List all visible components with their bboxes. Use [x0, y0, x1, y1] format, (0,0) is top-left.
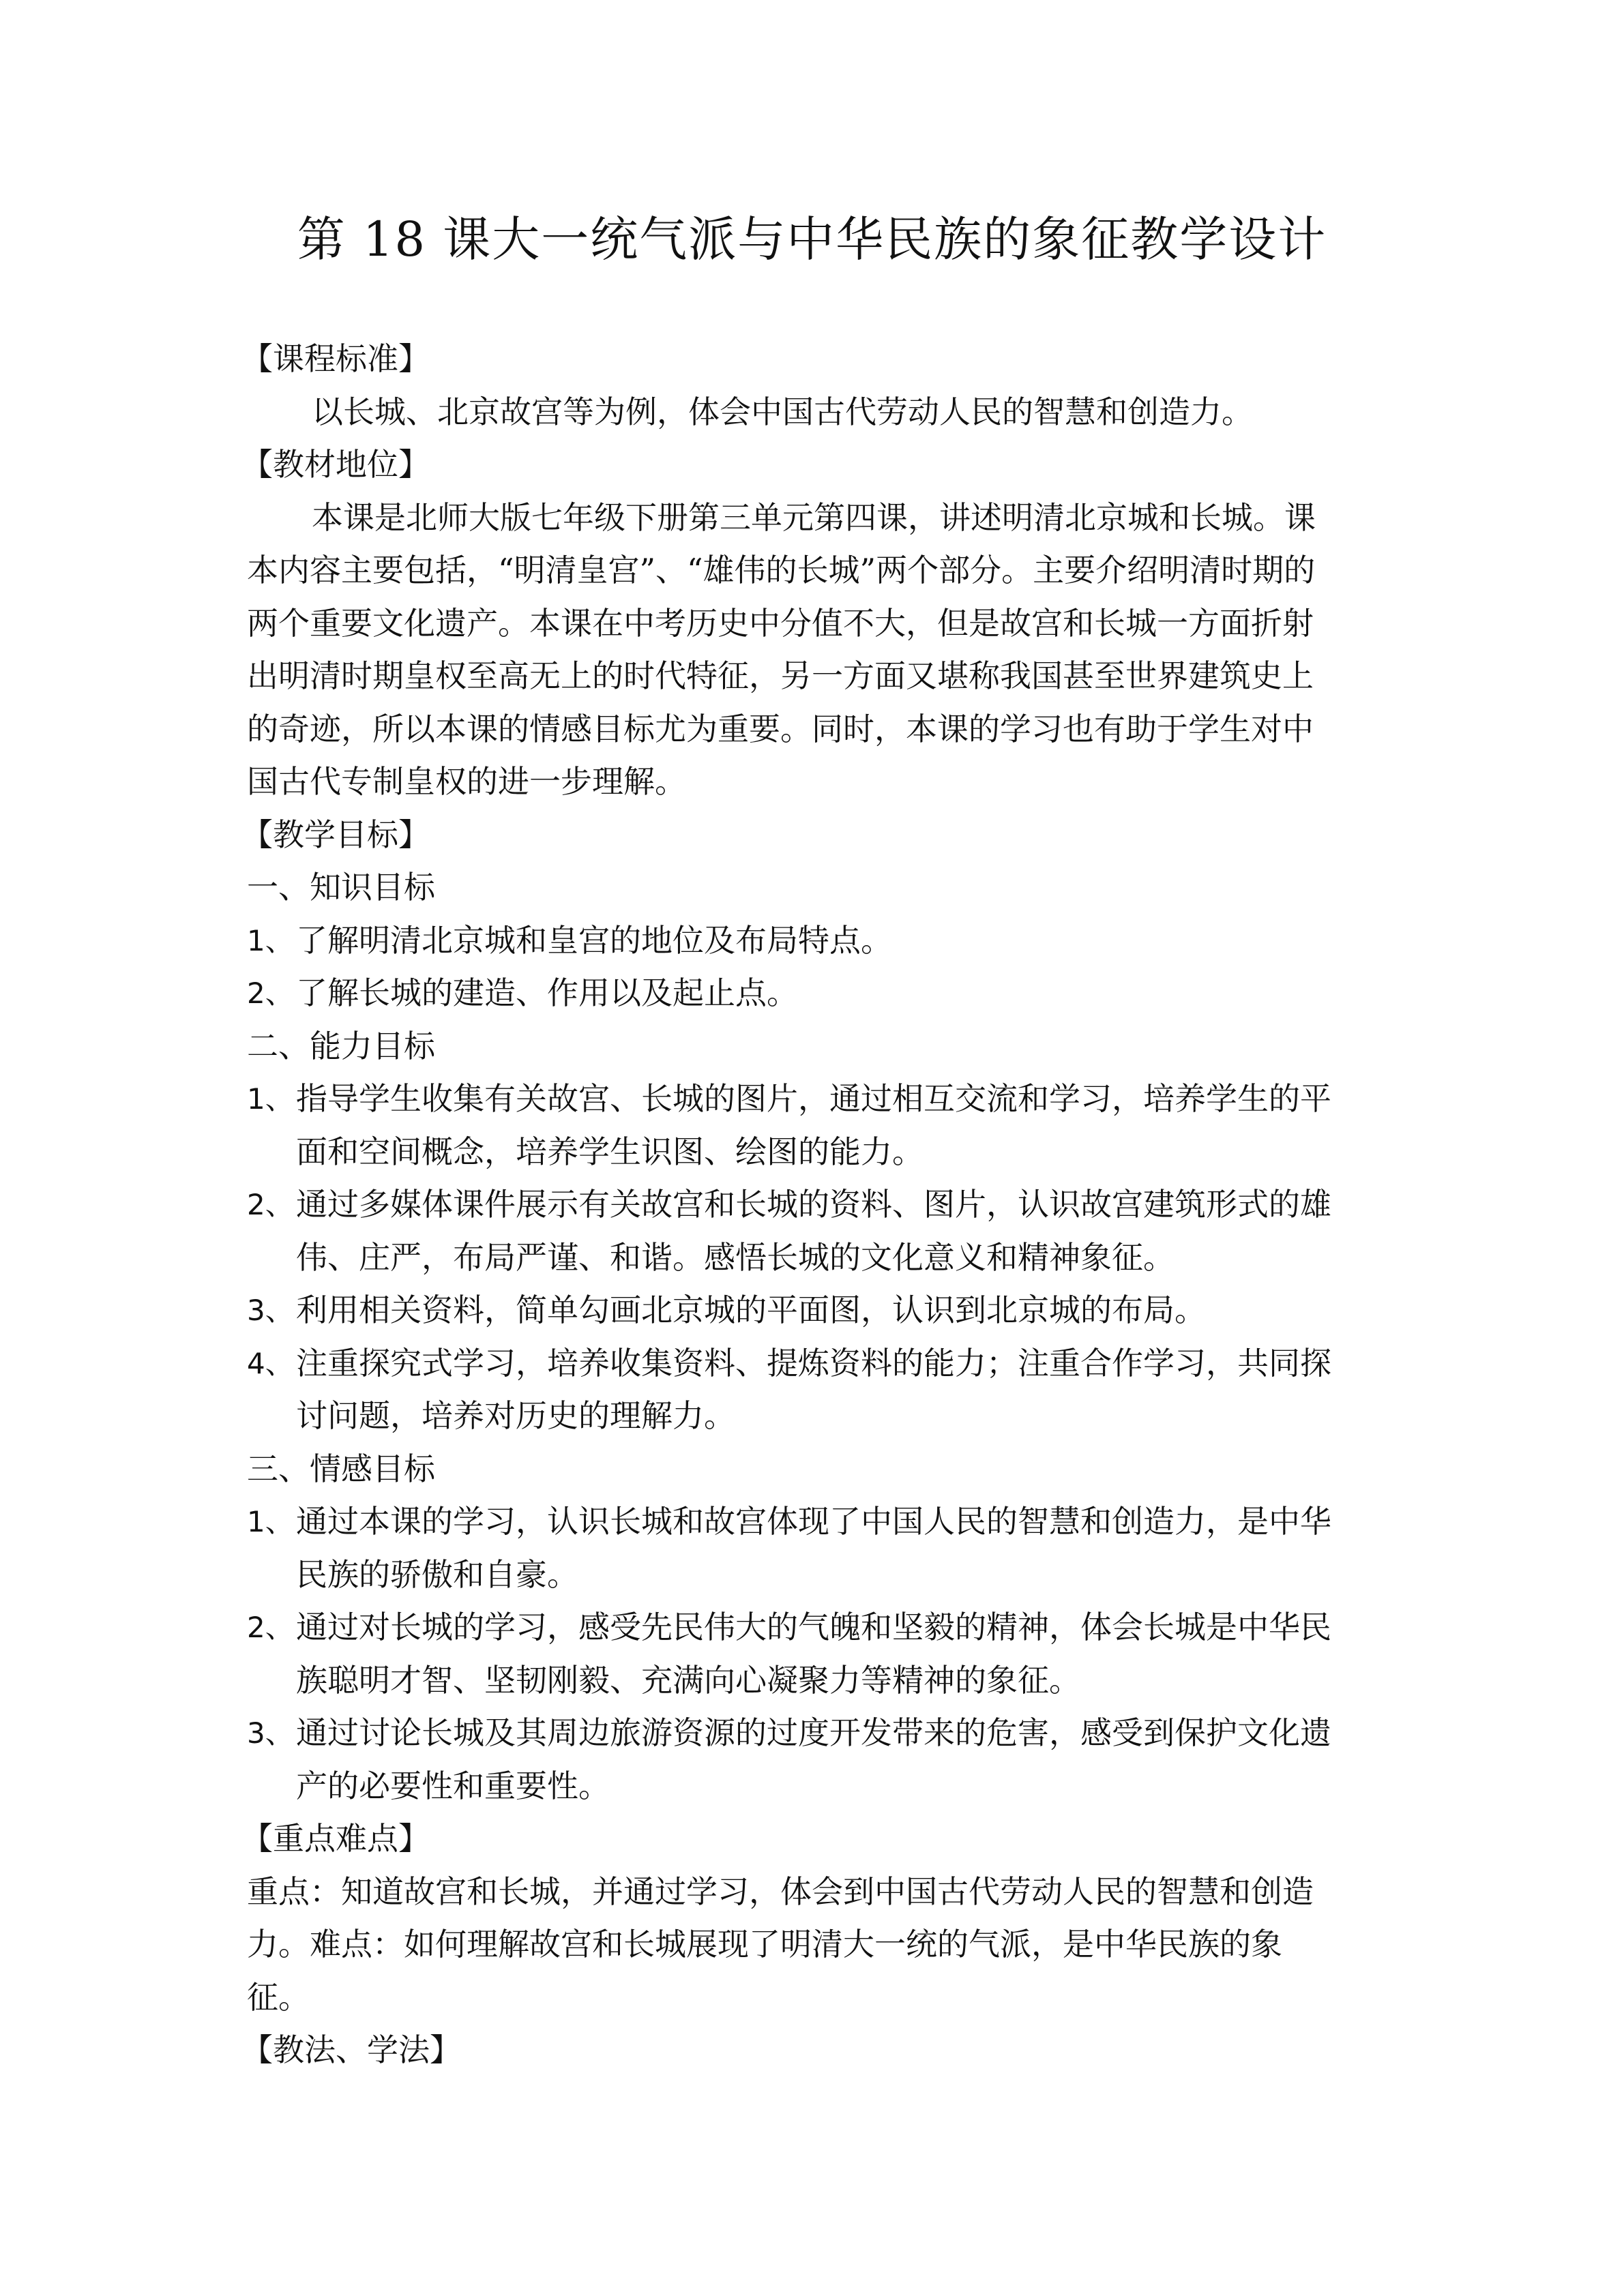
section-heading-curriculum: 【课程标准】	[241, 340, 430, 377]
paragraph-line: 国古代专制皇权的进一步理解。	[247, 763, 686, 800]
subheading-ability: 二、能力目标	[247, 1027, 435, 1064]
list-number: 1、	[247, 923, 294, 957]
list-item	[247, 1178, 1379, 1232]
document-title: 第 18 课大一统气派与中华民族的象征教学设计	[297, 211, 1327, 267]
section-heading-goals: 【教学目标】	[241, 816, 430, 853]
list-item-text: 注重探究式学习，培养收集资料、提炼资料的能力；注重合作学习，共同探	[296, 1344, 1331, 1382]
subheading-knowledge: 一、知识目标	[247, 869, 435, 906]
list-item-continuation: 产的必要性和重要性。	[296, 1767, 610, 1804]
list-item	[247, 1601, 1379, 1654]
list-item-text: 利用相关资料，简单勾画北京城的平面图，认识到北京城的布局。	[296, 1292, 1206, 1328]
list-item-text: 通过本课的学习，认识长城和故宫体现了中国人民的智慧和创造力，是中华	[296, 1503, 1331, 1540]
paragraph-curriculum: 以长城、北京故宫等为例，体会中国古代劳动人民的智慧和创造力。	[312, 393, 1253, 430]
paragraph-line: 重点：知道故宫和长城，并通过学习，体会到中国古代劳动人民的智慧和创造	[247, 1873, 1314, 1910]
paragraph-line: 力。难点：如何理解故宫和长城展现了明清大一统的气派，是中华民族的象	[247, 1926, 1282, 1963]
document-body	[241, 333, 1379, 2077]
paragraph-keypoints	[247, 1866, 1379, 2025]
list-item	[247, 914, 1379, 968]
paragraph-line: 两个重要文化遗产。本课在中考历史中分值不大，但是故宫和长城一方面折射	[247, 604, 1314, 642]
list-number: 1、	[247, 1082, 294, 1116]
list-item	[247, 1284, 1379, 1337]
section-heading-position: 【教材地位】	[241, 446, 430, 483]
list-item-text: 通过多媒体课件展示有关故宫和长城的资料、图片，认识故宫建筑形式的雄	[296, 1186, 1331, 1223]
list-item-continuation: 族聪明才智、坚韧刚毅、充满向心凝聚力等精神的象征。	[296, 1661, 1080, 1699]
list-item-text: 了解明清北京城和皇宫的地位及布局特点。	[296, 921, 892, 959]
list-item-continuation: 面和空间概念，培养学生识图、绘图的能力。	[296, 1133, 924, 1170]
list-number: 4、	[247, 1346, 294, 1380]
list-item-text: 通过讨论长城及其周边旅游资源的过度开发带来的危害，感受到保护文化遗	[296, 1714, 1331, 1751]
list-item-continuation: 讨问题，培养对历史的理解力。	[296, 1397, 735, 1434]
list-number: 2、	[247, 976, 294, 1010]
section-heading-keypoints: 【重点难点】	[241, 1820, 430, 1857]
list-item-text: 通过对长城的学习，感受先民伟大的气魄和坚毅的精神，体会长城是中华民	[296, 1609, 1331, 1645]
subheading-emotion: 三、情感目标	[247, 1450, 435, 1487]
list-item	[247, 967, 1379, 1020]
list-item	[247, 1073, 1379, 1126]
paragraph-position	[247, 492, 1379, 809]
list-number: 1、	[247, 1505, 294, 1538]
list-item	[247, 1495, 1379, 1549]
list-item	[247, 1337, 1379, 1390]
section-heading-methods: 【教法、学法】	[241, 2031, 461, 2068]
list-item-continuation: 民族的骄傲和自豪。	[296, 1555, 578, 1593]
list-number: 3、	[247, 1294, 294, 1327]
list-item-text: 指导学生收集有关故宫、长城的图片，通过相互交流和学习，培养学生的平	[296, 1080, 1331, 1117]
list-number: 2、	[247, 1611, 294, 1644]
paragraph-line: 本内容主要包括，“明清皇宫”、“雄伟的长城”两个部分。主要介绍明清时期的	[247, 552, 1316, 588]
list-number: 2、	[247, 1188, 294, 1221]
list-number: 3、	[247, 1716, 294, 1750]
list-item-text: 了解长城的建造、作用以及起止点。	[296, 974, 798, 1011]
paragraph-line: 征。	[247, 1978, 310, 2016]
list-item	[247, 1707, 1379, 1760]
paragraph-line: 出明清时期皇权至高无上的时代特征，另一方面又堪称我国甚至世界建筑史上	[247, 657, 1314, 694]
list-item-continuation: 伟、庄严，布局严谨、和谐。感悟长城的文化意义和精神象征。	[296, 1238, 1175, 1276]
paragraph-line: 的奇迹，所以本课的情感目标尤为重要。同时，本课的学习也有助于学生对中	[247, 710, 1314, 747]
paragraph-line: 本课是北师大版七年级下册第三单元第四课，讲述明清北京城和长城。课	[312, 498, 1316, 536]
